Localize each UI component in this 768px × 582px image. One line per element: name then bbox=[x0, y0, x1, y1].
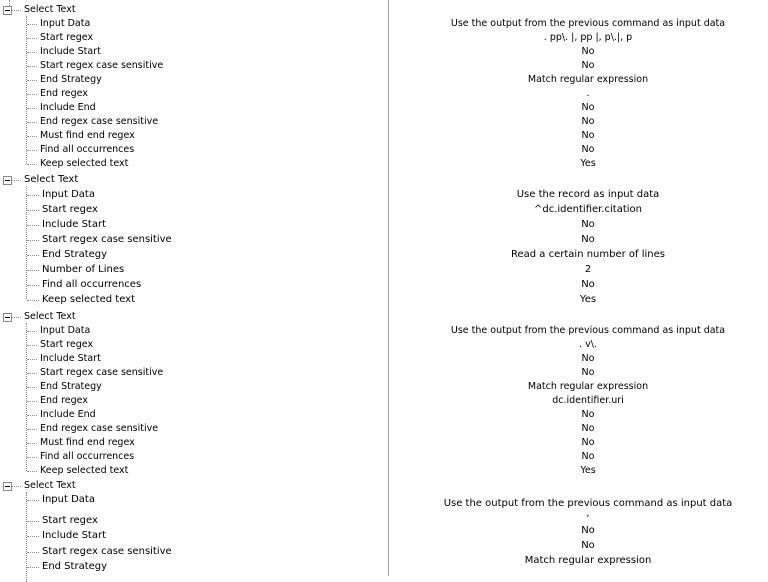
property-label: Include Start bbox=[42, 530, 107, 541]
property-label: End Strategy bbox=[40, 74, 102, 85]
property-value[interactable]: Use the output from the previous command as input data bbox=[450, 325, 726, 336]
property-label: Include Start bbox=[40, 353, 101, 364]
tree-connector bbox=[27, 38, 37, 39]
tree-connector bbox=[27, 443, 37, 444]
property-value[interactable]: No bbox=[581, 540, 595, 551]
property-value[interactable]: No bbox=[581, 409, 595, 420]
property-label: End Strategy bbox=[42, 249, 108, 260]
property-label: Start regex bbox=[40, 339, 94, 350]
property-value[interactable]: No bbox=[581, 367, 595, 378]
section-title: Select Text bbox=[24, 480, 76, 491]
property-value[interactable]: , bbox=[586, 508, 590, 519]
property-label: Start regex bbox=[42, 515, 98, 526]
tree-connector bbox=[12, 317, 21, 318]
property-value[interactable]: No bbox=[581, 437, 595, 448]
property-label: Input Data bbox=[42, 494, 95, 505]
tree-connector bbox=[27, 500, 39, 501]
tree-connector bbox=[27, 471, 37, 472]
property-label: Start regex case sensitive bbox=[42, 546, 172, 557]
tree-connector bbox=[27, 429, 37, 430]
tree-connector bbox=[12, 180, 21, 181]
tree-connector bbox=[27, 255, 39, 256]
tree-connector bbox=[27, 401, 37, 402]
property-label: Start regex case sensitive bbox=[42, 234, 172, 245]
property-label: Start regex case sensitive bbox=[40, 367, 164, 378]
section-header[interactable] bbox=[0, 480, 380, 494]
section-title: Select Text bbox=[24, 311, 76, 322]
property-value[interactable]: No bbox=[581, 144, 595, 155]
tree-connector bbox=[27, 210, 39, 211]
tree-connector bbox=[27, 164, 37, 165]
tree-connector bbox=[27, 270, 39, 271]
property-label: Start regex case sensitive bbox=[40, 60, 164, 71]
collapse-icon[interactable] bbox=[3, 176, 12, 185]
property-label: Include End bbox=[40, 409, 96, 420]
section-title: Select Text bbox=[24, 174, 79, 185]
tree-connector bbox=[27, 195, 39, 196]
property-value[interactable]: dc.identifier.uri bbox=[552, 395, 624, 406]
property-label: Must find end regex bbox=[40, 437, 135, 448]
property-value[interactable]: Yes bbox=[579, 294, 597, 305]
tree-connector bbox=[27, 331, 37, 332]
property-label: Input Data bbox=[42, 189, 95, 200]
tree-connector bbox=[12, 486, 21, 487]
tree-connector bbox=[27, 80, 37, 81]
property-value[interactable]: No bbox=[581, 525, 595, 536]
property-label: Number of Lines bbox=[42, 264, 125, 275]
property-value[interactable]: No bbox=[581, 219, 595, 230]
tree-connector bbox=[12, 10, 21, 11]
property-value[interactable]: Read a certain number of lines bbox=[511, 249, 665, 260]
property-value[interactable]: No bbox=[581, 130, 595, 141]
property-label: Find all occurrences bbox=[40, 451, 135, 462]
tree-connector bbox=[27, 240, 39, 241]
property-value[interactable]: Yes bbox=[580, 465, 596, 476]
property-label: Start regex bbox=[42, 204, 98, 215]
tree-connector bbox=[27, 373, 37, 374]
tree-connector bbox=[27, 457, 37, 458]
tree-connector bbox=[27, 136, 37, 137]
tree-connector bbox=[27, 521, 39, 522]
tree-connector bbox=[27, 150, 37, 151]
property-value[interactable]: No bbox=[581, 279, 595, 290]
property-label: Keep selected text bbox=[42, 294, 136, 305]
section-header[interactable] bbox=[0, 311, 380, 325]
property-value[interactable]: Yes bbox=[580, 158, 596, 169]
property-label: Include Start bbox=[42, 219, 107, 230]
property-value[interactable]: No bbox=[581, 116, 595, 127]
property-value[interactable]: Use the record as input data bbox=[516, 189, 660, 200]
tree-connector bbox=[27, 359, 37, 360]
tree-connector bbox=[27, 122, 37, 123]
tree-connector bbox=[27, 415, 37, 416]
tree-connector bbox=[27, 108, 37, 109]
tree-connector bbox=[27, 345, 37, 346]
property-value[interactable]: No bbox=[581, 451, 595, 462]
property-value[interactable]: . pp\. |, pp |, p\.|, p bbox=[543, 32, 633, 43]
property-value[interactable]: No bbox=[581, 234, 595, 245]
property-value[interactable]: ^dc.identifier.citation bbox=[533, 204, 643, 215]
collapse-icon[interactable] bbox=[3, 482, 12, 491]
property-value[interactable]: Match regular expression bbox=[527, 74, 649, 85]
property-label: End Strategy bbox=[42, 561, 108, 572]
property-value[interactable]: No bbox=[581, 423, 595, 434]
section-header[interactable] bbox=[0, 174, 380, 188]
tree-connector bbox=[27, 536, 39, 537]
property-label: Include Start bbox=[40, 46, 101, 57]
tree-connector bbox=[27, 66, 37, 67]
tree-connector bbox=[27, 300, 39, 301]
property-value[interactable]: No bbox=[581, 102, 595, 113]
property-value[interactable]: Match regular expression bbox=[524, 555, 652, 566]
tree-connector bbox=[27, 94, 37, 95]
property-value[interactable]: No bbox=[581, 353, 595, 364]
tree-connector bbox=[27, 52, 37, 53]
property-value[interactable]: 2 bbox=[584, 264, 592, 275]
property-value[interactable]: . bbox=[586, 88, 590, 99]
property-label: Input Data bbox=[40, 325, 91, 336]
tree-connector bbox=[27, 387, 37, 388]
property-value[interactable]: Match regular expression bbox=[527, 381, 649, 392]
section-title: Select Text bbox=[24, 4, 76, 15]
collapse-icon[interactable] bbox=[3, 6, 12, 15]
property-label: Find all occurrences bbox=[40, 144, 135, 155]
property-label: End regex bbox=[40, 395, 88, 406]
property-label: Keep selected text bbox=[40, 465, 129, 476]
property-value[interactable]: Use the output from the previous command as input data bbox=[443, 498, 733, 509]
tree-connector bbox=[27, 567, 39, 568]
property-value[interactable]: No bbox=[581, 60, 595, 71]
property-value[interactable]: Use the output from the previous command as input data bbox=[450, 18, 726, 29]
property-label: Include End bbox=[40, 102, 96, 113]
property-label: Keep selected text bbox=[40, 158, 129, 169]
property-label: Find all occurrences bbox=[42, 279, 142, 290]
property-label: End regex bbox=[40, 88, 88, 99]
tree-connector bbox=[26, 492, 27, 582]
section-header[interactable] bbox=[0, 4, 380, 18]
tree-connector bbox=[27, 552, 39, 553]
property-value[interactable]: . v\. bbox=[579, 339, 597, 350]
tree-connector bbox=[27, 225, 39, 226]
property-label: End regex case sensitive bbox=[40, 116, 159, 127]
collapse-icon[interactable] bbox=[3, 313, 12, 322]
property-label: Input Data bbox=[40, 18, 91, 29]
tree-connector bbox=[27, 24, 37, 25]
property-label: End regex case sensitive bbox=[40, 423, 159, 434]
property-label: End Strategy bbox=[40, 381, 102, 392]
property-label: Must find end regex bbox=[40, 130, 135, 141]
tree-connector bbox=[26, 186, 27, 299]
property-value[interactable]: No bbox=[581, 46, 595, 57]
property-label: Start regex bbox=[40, 32, 94, 43]
tree-connector bbox=[27, 285, 39, 286]
